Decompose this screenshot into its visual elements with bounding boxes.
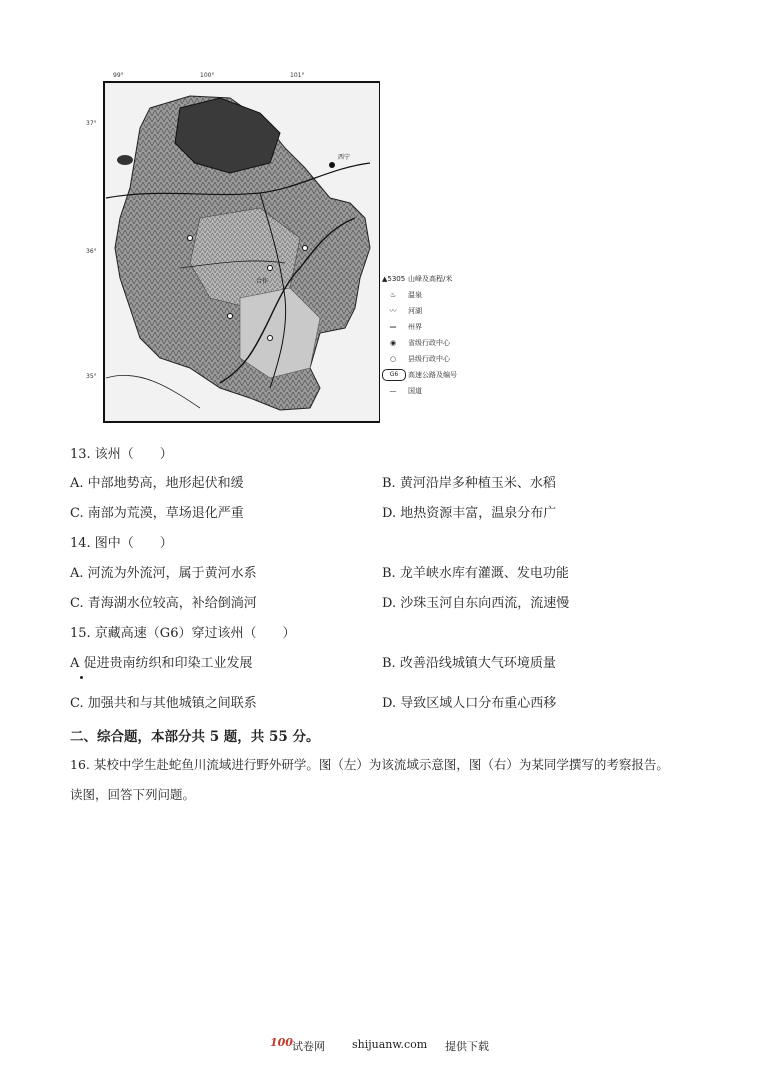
footer-domain[interactable]: shijuanw.com	[352, 1038, 428, 1051]
footer-site-name: 试卷网	[292, 1040, 325, 1053]
legend-row-expressway: G6 高速公路及编号	[382, 368, 502, 384]
question-15-option-b[interactable]: B. 改善沿线城镇大气环境质量	[382, 656, 556, 671]
question-14-option-c[interactable]: C. 青海湖水位较高，补给倒淌河	[70, 596, 257, 611]
place-label-gonghe: 合作	[256, 278, 269, 285]
question-14-option-d[interactable]: D. 沙珠玉河自东向西流，流速慢	[382, 596, 570, 611]
question-15-option-d[interactable]: D. 导致区域人口分布重心西移	[382, 696, 557, 711]
lon-tick-100: 100°	[200, 72, 215, 79]
section-2-heading: 二、综合题，本部分共 5 题，共 55 分。	[70, 729, 320, 745]
lat-tick-35: 35°	[86, 373, 97, 380]
question-15-option-c[interactable]: C. 加强共和与其他城镇之间联系	[70, 696, 257, 711]
lon-tick-101: 101°	[290, 72, 305, 79]
legend-row-national-road: — 国道	[382, 384, 502, 400]
question-15-option-a[interactable]: A 促进贵南纺织和印染工业发展	[70, 656, 253, 671]
legend-row-hot-spring: ♨ 温泉	[382, 288, 502, 304]
question-16-line-2: 读图，回答下列问题。	[70, 787, 196, 802]
legend-row-provincial: ◉ 省级行政中心	[382, 336, 502, 352]
expressway-icon: G6	[382, 369, 406, 381]
legend-row-county: ○ 县级行政中心	[382, 352, 502, 368]
question-13-option-a[interactable]: A. 中部地势高，地形起伏和缓	[70, 476, 244, 491]
national-road-icon: —	[389, 387, 397, 395]
region-map	[80, 68, 380, 428]
question-14-stem: 14. 图中（ ）	[70, 536, 173, 551]
footer-download: 提供下载	[445, 1040, 489, 1053]
lat-tick-36: 36°	[86, 248, 97, 255]
question-16-line-1: 16. 某校中学生赴蛇鱼川流域进行野外研学。图（左）为该流域示意图，图（右）为某同学撰写的考察报告。	[70, 757, 669, 772]
legend-row-boundary: — 州界	[382, 320, 502, 336]
site-logo: 100	[270, 1036, 293, 1049]
lon-tick-99: 99°	[113, 72, 124, 79]
question-14-option-a[interactable]: A. 河流为外流河，属于黄河水系	[70, 566, 257, 581]
question-13-stem: 13. 该州（ ）	[70, 447, 173, 462]
question-13-option-c[interactable]: C. 南部为荒漠，草场退化严重	[70, 506, 244, 521]
question-13-option-d[interactable]: D. 地热资源丰富，温泉分布广	[382, 506, 557, 521]
question-14-option-b[interactable]: B. 龙羊峡水库有灌溉、发电功能	[382, 566, 569, 581]
provincial-center-icon: ◉	[389, 339, 397, 347]
map-legend	[382, 272, 502, 400]
hot-spring-icon: ♨	[389, 291, 397, 299]
option-dot-mark	[80, 676, 83, 679]
lat-tick-37: 37°	[86, 120, 97, 127]
question-13-option-b[interactable]: B. 黄河沿岸多种植玉米、水稻	[382, 476, 556, 491]
county-center-icon: ○	[389, 355, 397, 363]
place-label-xining: 西宁	[338, 154, 351, 161]
river-icon: 〰	[389, 307, 397, 315]
legend-row-peak: ▲5305 山峰及高程/米	[382, 275, 453, 283]
peak-icon: ▲5305	[382, 275, 406, 283]
question-15-stem: 15. 京藏高速（G6）穿过该州（ ）	[70, 626, 296, 641]
map-figure	[80, 68, 510, 428]
legend-row-river: 〰 河湖	[382, 304, 502, 320]
boundary-icon: —	[389, 323, 397, 331]
